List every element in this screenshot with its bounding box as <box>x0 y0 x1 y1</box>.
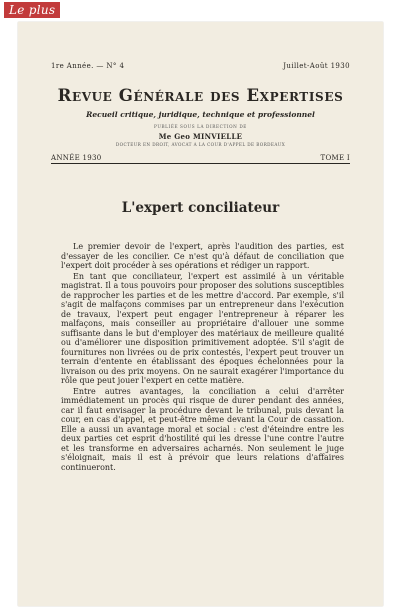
volume-year: ANNÉE 1930 <box>51 154 102 162</box>
journal-title: Revue Générale des Expertises <box>57 86 344 105</box>
article-body <box>61 242 344 473</box>
watermark-logo: Le plus <box>4 2 60 18</box>
director-name: Me Geo MINVIELLE <box>158 132 243 141</box>
article-title: L'expert conciliateur <box>121 200 280 216</box>
article-paragraph: En tant que conciliateur, l'expert est assimilé à un véritable magistrat. Il a tous pouvoirs pour proposer des solutions susceptibles de rapprocher les parties et de les mettre d'accord. Par exemple, s'il s'agit de malfaçons commises par un entrepreneur dans l'exécution de travaux, l'expert peut engager l'entrepreneur à réparer les malfaçons, mais conseiller au propriétaire d'allouer une somme suffisante dans le but d'employer des matériaux de meilleure qualité ou d'améliorer une disposition primitivement adoptée. S'il s'agit de fournitures non livrées ou de prix contestés, l'expert peut trouver un terrain d'entente en établissant des époques échelonnées pour la livraison ou des prix moyens. On ne saurait exagérer l'importance du rôle que peut jouer l'expert en cette matière. <box>61 271 344 385</box>
director-description: DOCTEUR EN DROIT, AVOCAT A LA COUR D'APPEL DE BORDEAUX <box>115 142 286 147</box>
journal-subtitle: Recueil critique, juridique, technique et professionnel <box>86 110 315 119</box>
masthead-rule <box>51 163 350 164</box>
document-page <box>18 22 383 606</box>
article-paragraph: Entre autres avantages, la conciliation a celui d'arrêter immédiatement un procès qui risque de durer pendant des années, car il faut envisager la procédure devant le tribunal, puis devant la cour, en cas d'appel, et peut-être même devant la Cour de cassation. Elle a aussi un avantage moral et social : c'est d'éteindre entre les deux parties cet esprit d'hostilité qui les dresse l'une contre l'autre et les transforme en adversaires acharnés. Non seulement le juge s'éloignait, mais il est à prévoir que leurs relations d'affaires continueront. <box>61 386 344 472</box>
direction-label: PUBLIÉE SOUS LA DIRECTION DE <box>154 124 247 129</box>
issue-number: 1re Année. — N° 4 <box>51 62 125 70</box>
volume-tome: TOME I <box>320 154 350 162</box>
issue-date: Juillet-Août 1930 <box>283 62 350 70</box>
article-paragraph: Le premier devoir de l'expert, après l'audition des parties, est d'essayer de les concilier. Ce n'est qu'à défaut de conciliation que l'expert doit procéder à ses opérations et rédiger un rapport. <box>61 242 344 270</box>
